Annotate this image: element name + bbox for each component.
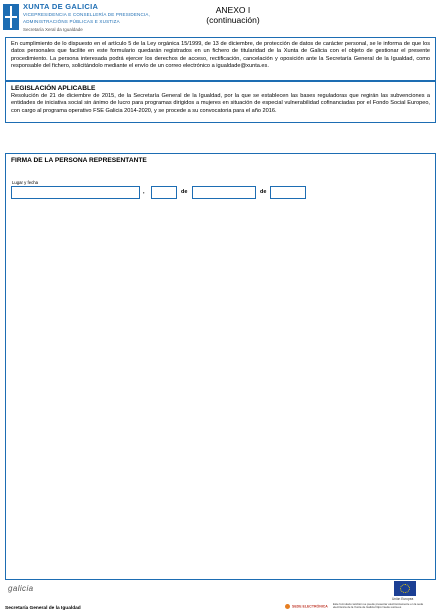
legislation-text: Resolución de 21 de diciembre de 2015, de la Secretaría General de la Igualdad, por la que se establecen las bases reguladoras que regirán las subvenciones a entidades de iniciativa social sin ánimo de lucro para programas dirigidos a mujeres en situación de especial vulnerabilidad cofinanciadas por el Fondo Social Europeo, con cargo al programa operativo FSE Galicia 2014-2020, y se procede a su convocatoria para el año 2016. (11, 93, 430, 114)
de-separator-1: de (181, 189, 188, 195)
legislation-title: LEGISLACIÓN APLICABLE (11, 85, 96, 92)
legislation-box (5, 81, 436, 123)
data-protection-box (5, 37, 436, 81)
sede-label: SEDE ELECTRÓNICA (292, 604, 328, 609)
annex-subtitle: (continuación) (206, 15, 260, 25)
footer-department: Secretaría General de la Igualdad (5, 606, 81, 611)
brand-sub: Secretaría Xeral da Igualdade (23, 26, 83, 32)
comma-separator: , (143, 189, 145, 195)
brand-title: XUNTA DE GALICIA (23, 2, 99, 11)
eu-flag-icon (394, 581, 416, 596)
annex-heading (193, 5, 273, 25)
sede-icon (285, 604, 290, 609)
header (3, 3, 436, 35)
place-date-label: Lugar y fecha (12, 180, 39, 185)
de-separator-2: de (260, 189, 267, 195)
signature-box (5, 153, 436, 580)
day-field[interactable] (151, 186, 177, 199)
eu-text: Unión Europea (392, 597, 414, 601)
footer-note: Este formulario también se puede presentar electrónicamente en la sede electrónica de la Xunta de Galicia https://sede.xunta.es (333, 602, 424, 610)
year-field[interactable] (270, 186, 306, 199)
place-field[interactable] (11, 186, 140, 199)
xunta-flag-icon (3, 4, 19, 30)
data-protection-text: En cumplimiento de lo dispuesto en el artículo 5 de la Ley orgánica 15/1999, de 13 de diciembre, de protección de datos de carácter personal, se le informa de que los datos personales que facilite en este formulario quedarán registrados en un fichero de titularidad de la Xunta de Galicia con el objeto de gestionar el presente procedimiento. La persona interesada podrá ejercer los derechos de acceso, rectificación, cancelación y oposición ante la Secretaría General de la Igualdad, como responsable del fichero, solicitándolo mediante el envío de un correo electrónico a igualdade@xunta.es. (11, 41, 430, 70)
galicia-logo: galicia (8, 584, 34, 593)
brand-line-1: VICEPRESIDENCIA E CONSELLERÍA DE PRESIDENCIA, (23, 11, 151, 17)
signature-title: FIRMA DE LA PERSONA REPRESENTANTE (11, 157, 147, 164)
brand-line-2: ADMINISTRACIÓNS PÚBLICAS E XUSTIZA (23, 19, 120, 24)
month-field[interactable] (192, 186, 256, 199)
annex-title: ANEXO I (215, 5, 251, 15)
brand (23, 3, 150, 33)
sede-electronica-link[interactable] (285, 604, 328, 609)
